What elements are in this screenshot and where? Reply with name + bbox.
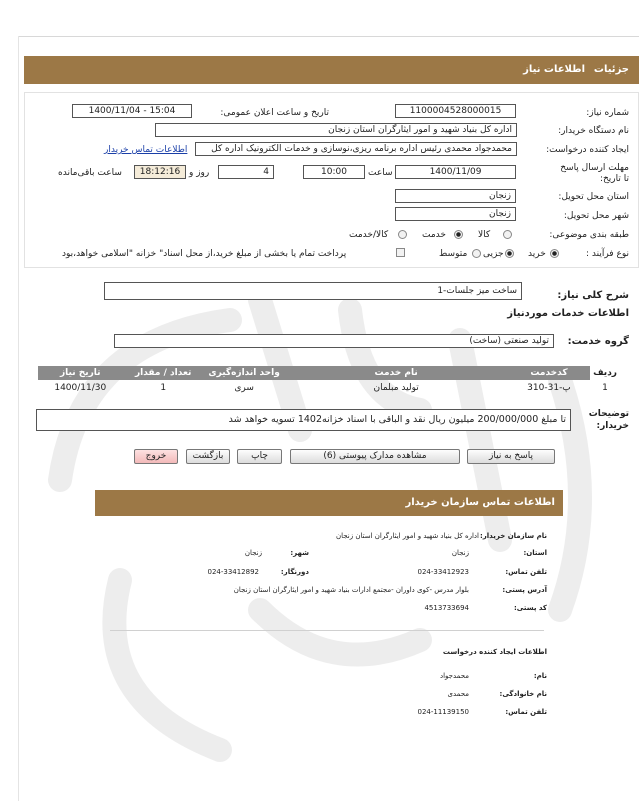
deadline-label: مهلت ارسال پاسخ تا تاریخ: (560, 163, 629, 184)
cell-row: 1 (602, 383, 608, 393)
creator-phone-value: 024-11139150 (417, 708, 469, 716)
category-label: طبقه بندی موضوعی: (549, 230, 629, 240)
cat-goods-label: کالا (478, 230, 491, 240)
cell-code: پ-31-310 (527, 383, 571, 393)
back-button[interactable]: بازگشت (186, 449, 230, 464)
creator-family-value: محمدی (447, 690, 469, 698)
cat-service-radio[interactable] (454, 230, 463, 239)
col-need-date: تاریخ نیاز (38, 366, 123, 380)
payment-checkbox[interactable] (396, 248, 405, 257)
payment-note: پرداخت تمام یا بخشی از مبلغ خرید،از محل اسناد" خزانه "اسلامی خواهد،بود (62, 249, 347, 259)
left-border (18, 36, 19, 801)
buyer-field: اداره کل بنیاد شهید و امور ایثارگران استان زنجان (155, 123, 517, 137)
group-label: گروه خدمت: (567, 336, 629, 347)
creator-family-label: نام خانوادگی: (499, 690, 547, 698)
creator-name-value: محمدجواد (440, 672, 469, 680)
cat-goods-service-radio[interactable] (398, 230, 407, 239)
creator-label: ایجاد کننده درخواست: (546, 145, 629, 155)
days-field: 4 (218, 165, 274, 179)
contact-header (95, 490, 563, 516)
proc-buy-radio[interactable] (550, 249, 559, 258)
deadline-date-field: 1400/11/09 (395, 165, 516, 179)
contact-postal-label: کد پستی: (513, 604, 547, 612)
cat-goods-service-label: کالا/خدمت (349, 230, 389, 240)
proc-medium-label: متوسط (439, 249, 468, 259)
cell-unit: سری (234, 383, 254, 393)
buyer-contact-link[interactable]: اطلاعات تماس خریدار (104, 145, 188, 155)
col-row: ردیف (590, 366, 620, 380)
need-number-label: شماره نیاز: (586, 108, 629, 118)
days-label: روز و (189, 168, 210, 178)
cell-need-date: 1400/11/30 (54, 383, 107, 393)
cat-goods-radio[interactable] (503, 230, 512, 239)
contact-address-label: آدرس پستی: (502, 586, 547, 594)
cell-quantity: 1 (160, 383, 167, 393)
need-number-field: 1100004528000015 (395, 104, 516, 118)
contact-postal-value: 4513733694 (424, 604, 469, 612)
creator-field: محمدجواد محمدی رئیس اداره برنامه ریزی،نوسازی و خدمات الکترونیک اداره کل (195, 142, 517, 156)
proc-partial-label: جزیی (483, 249, 504, 259)
process-label: نوع فرآیند : (586, 249, 629, 259)
reply-button[interactable]: پاسخ به نیاز (467, 449, 555, 464)
section-divider (110, 630, 544, 631)
province-label: استان محل تحویل: (558, 192, 629, 202)
province-field: زنجان (395, 189, 516, 203)
proc-partial-radio[interactable] (505, 249, 514, 258)
remaining-label: ساعت باقی‌مانده (58, 168, 122, 178)
summary-field: ساخت میز جلسات-1 (104, 282, 522, 300)
proc-buy-label: خرید (528, 249, 546, 259)
col-unit: واحد اندازه‌گیری (204, 366, 285, 380)
buyer-label: نام دستگاه خریدار: (558, 126, 629, 136)
watermark-logo (0, 280, 639, 800)
deadline-time-field: 10:00 (303, 165, 365, 179)
description-label: توضیحات خریدار: (588, 409, 629, 431)
contact-fax-value: 024-33412892 (207, 568, 259, 576)
time-label: ساعت (368, 168, 393, 178)
exit-button[interactable]: خروج (134, 449, 178, 464)
col-quantity: تعداد / مقدار (123, 366, 204, 380)
contact-phone-value: 024-33412923 (417, 568, 469, 576)
attachments-button[interactable]: مشاهده مدارک پیوستی (6) (290, 449, 460, 464)
tab-need-info[interactable]: اطلاعات نیاز (523, 64, 585, 75)
announce-field: 1400/11/04 - 15:04 (72, 104, 192, 118)
creator-info-title: اطلاعات ایجاد کننده درخواست (442, 648, 547, 656)
contact-city-label: شهر: (290, 549, 309, 557)
contact-title: اطلاعات تماس سازمان خریدار (405, 497, 555, 508)
contact-address-value: بلوار مدرس -کوی داوران -مجتمع ادارات بنیاد شهید و امور ایثارگران استان زنجان (233, 586, 469, 594)
city-label: شهر محل تحویل: (563, 211, 629, 221)
summary-label: شرح کلی نیاز: (557, 290, 629, 301)
services-title: اطلاعات خدمات موردنیاز (507, 308, 629, 319)
org-value: اداره کل بنیاد شهید و امور ایثارگران استان زنجان (336, 532, 479, 540)
creator-name-label: نام: (533, 672, 547, 680)
contact-city-value: زنجان (244, 549, 262, 557)
top-divider (18, 36, 639, 37)
services-table (38, 366, 620, 396)
cat-service-label: خدمت (422, 230, 446, 240)
cell-service-name: تولید مبلمان (373, 383, 419, 393)
contact-fax-label: دورنگار: (280, 568, 309, 576)
announce-label: تاریخ و ساعت اعلان عمومی: (220, 108, 329, 118)
services-table-wrap (38, 366, 620, 396)
table-row (38, 380, 620, 396)
print-button[interactable]: چاپ (237, 449, 282, 464)
need-info-frame (24, 92, 639, 268)
col-code: کدخدمت (508, 366, 590, 380)
table-header-row (38, 366, 620, 380)
contact-phone-label: تلفن تماس: (505, 568, 547, 576)
tab-details[interactable]: جزئیات (593, 64, 629, 75)
group-field: تولید صنعتی (ساخت) (114, 334, 554, 348)
creator-phone-label: تلفن تماس: (505, 708, 547, 716)
proc-medium-radio[interactable] (472, 249, 481, 258)
description-field: تا مبلغ 200/000/000 میلیون ریال نقد و الباقی با اسناد خزانه1402 تسویه خواهد شد (36, 409, 571, 431)
city-field: زنجان (395, 207, 516, 221)
col-service-name: نام خدمت (284, 366, 508, 380)
org-label: نام سازمان خریدار: (479, 532, 547, 540)
contact-province-value: زنجان (451, 549, 469, 557)
page-header (24, 56, 639, 84)
contact-province-label: استان: (523, 549, 547, 557)
remaining-time-field: 18:12:16 (134, 165, 186, 179)
